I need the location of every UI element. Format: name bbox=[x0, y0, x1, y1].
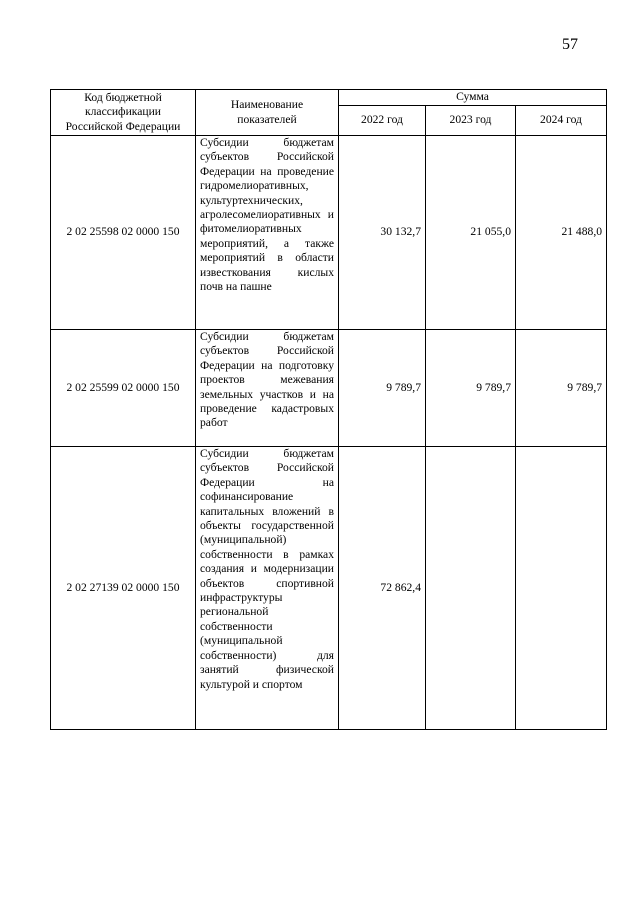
header-code-line: Российской Федерации bbox=[65, 119, 181, 133]
header-year-2023: 2023 год bbox=[426, 106, 516, 136]
header-name bbox=[196, 90, 339, 136]
budget-code: 2 02 25598 02 0000 150 bbox=[51, 136, 196, 330]
header-code-line: Код бюджетной bbox=[84, 90, 162, 104]
budget-code: 2 02 25599 02 0000 150 bbox=[51, 330, 196, 447]
amount-2022: 72 862,4 bbox=[339, 447, 426, 730]
amount-2024: 21 488,0 bbox=[516, 136, 607, 330]
indicator-name: Субсидии бюджетам субъектов Российской Федерации на проведение гидромелиоративных, культуртехнических, агролесомелиоративных и фитомелиоративных мероприятий, а также мероприятий в области известкования кислых почв на пашне bbox=[196, 136, 339, 330]
amount-2022: 9 789,7 bbox=[339, 330, 426, 447]
indicator-name: Субсидии бюджетам субъектов Российской Федерации на подготовку проектов межевания земельных участков и на проведение кадастровых работ bbox=[196, 330, 339, 447]
amount-2024 bbox=[516, 447, 607, 730]
header-sum: Сумма bbox=[339, 90, 607, 106]
amount-2023: 21 055,0 bbox=[426, 136, 516, 330]
table-row bbox=[51, 136, 607, 330]
page-number: 57 bbox=[562, 36, 578, 53]
header-year-2022: 2022 год bbox=[339, 106, 426, 136]
header-code bbox=[51, 90, 196, 136]
amount-2023: 9 789,7 bbox=[426, 330, 516, 447]
table-row bbox=[51, 447, 607, 730]
amount-2022: 30 132,7 bbox=[339, 136, 426, 330]
header-code-line: классификации bbox=[85, 105, 161, 119]
header-name-line: показателей bbox=[237, 112, 297, 126]
header-name-line: Наименование bbox=[230, 98, 304, 112]
amount-2024: 9 789,7 bbox=[516, 330, 607, 447]
indicator-name: Субсидии бюджетам субъектов Российской Федерации на софинансирование капитальных вложений в объекты государственной (муниципальной) собственности в рамках создания и модернизации объектов спортивной инфраструктуры региональной собственности (муниципальной собственности) для занятий физической культурой и спортом bbox=[196, 447, 339, 730]
amount-2023 bbox=[426, 447, 516, 730]
budget-table bbox=[50, 89, 607, 730]
header-year-2024: 2024 год bbox=[516, 106, 607, 136]
budget-code: 2 02 27139 02 0000 150 bbox=[51, 447, 196, 730]
table-row bbox=[51, 330, 607, 447]
